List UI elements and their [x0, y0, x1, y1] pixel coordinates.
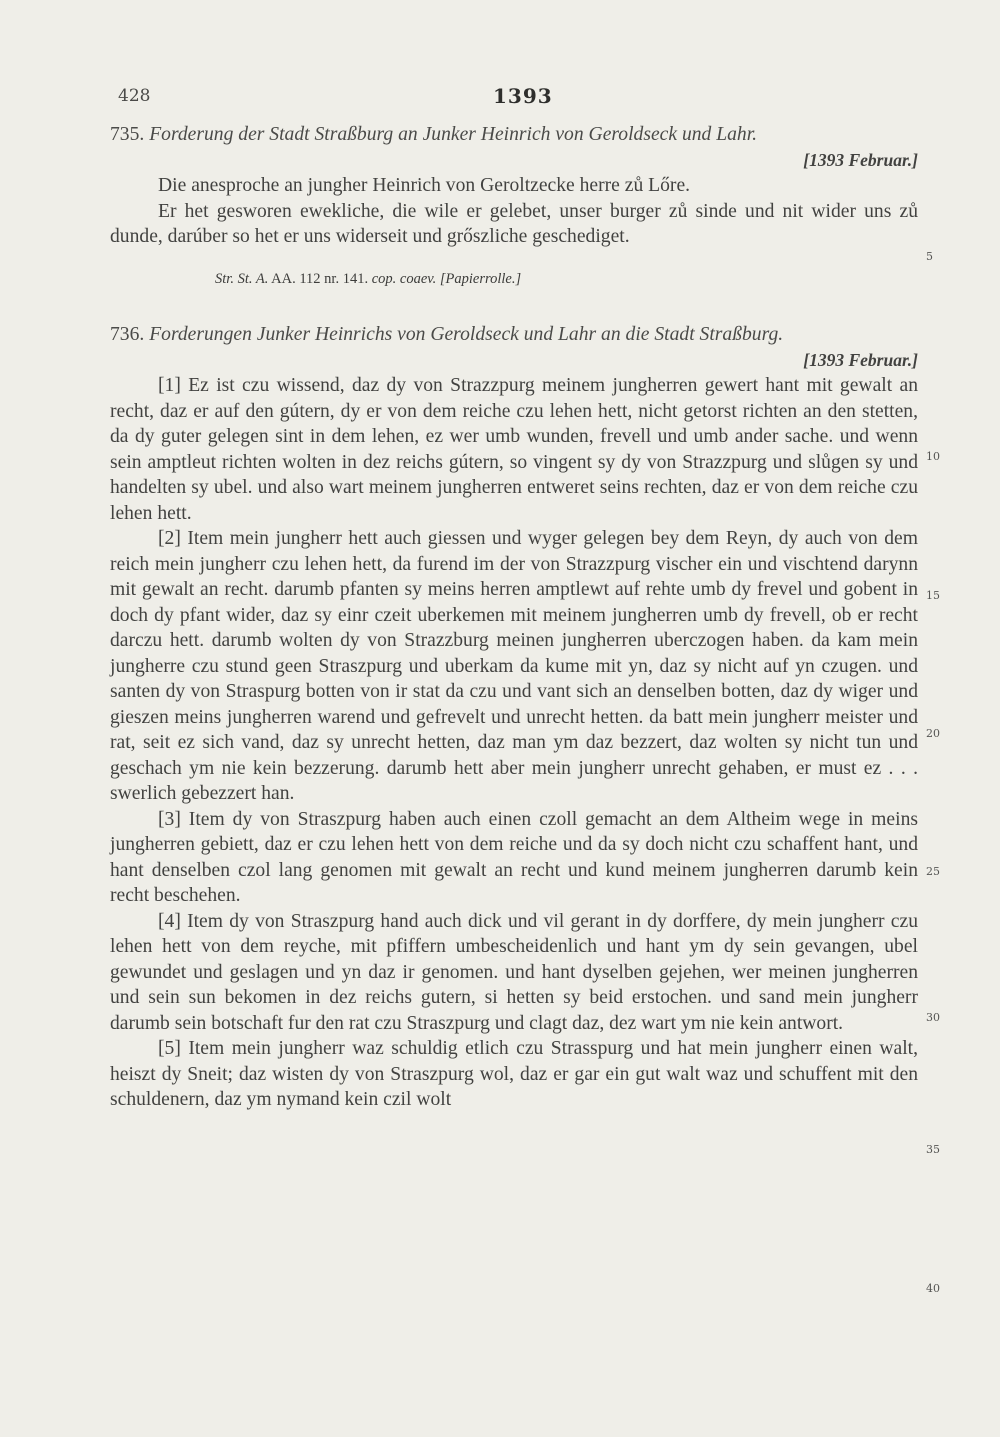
- doc-735-number: 735.: [110, 124, 145, 145]
- doc-736-paragraph-1: [1] Ez ist czu wissend, daz dy von Strazzpurg meinem jungherren gewert hant mit gewalt an recht, daz er auf den gútern, dy er von dem reiche czu lehen hett, nicht getorst richten an den stetten, da dy guter gelegen sint in dem lehen, ez wer umb wunden, frevell und umb ander sache. und wenn sein amptleut richten wolten in dez reichs gútern, so vingent sy dy von Strazzpurg und slůgen sy und handelten sy ubel. und also wart meinem jungherren entweret seins rechten, daz er von dem reiche czu lehen hett.: [110, 375, 918, 524]
- doc-735-source: [110, 267, 918, 293]
- line-number: 30: [926, 1011, 940, 1024]
- line-number: 35: [926, 1143, 940, 1156]
- line-number: 25: [926, 865, 940, 878]
- doc-736-title: Forderungen Junker Heinrichs von Geroldseck und Lahr an die Stadt Straßburg.: [149, 324, 784, 345]
- line-number: 5: [926, 250, 933, 263]
- line-number: 20: [926, 727, 940, 740]
- doc-735-heading: [110, 122, 918, 148]
- doc-736-date: [1393 Februar.]: [803, 349, 918, 370]
- doc-736-paragraph-5: [5] Item mein jungherr waz schuldig etlich czu Strasspurg und hat mein jungherr einen walt, heiszt dy Sneit; daz wisten dy von Straszpurg wol, daz er gar ein gut walt waz und schuffent mit den schuldenern, daz ym nymand kein czil wolt: [110, 1038, 918, 1110]
- source-archive: Str. St. A.: [215, 270, 269, 287]
- main-text: [110, 122, 918, 1113]
- doc-736-heading: [110, 322, 918, 348]
- doc-735-date: [1393 Februar.]: [803, 149, 918, 170]
- doc-735-title: Forderung der Stadt Straßburg an Junker Heinrich von Geroldseck und Lahr.: [149, 124, 758, 145]
- doc-735-paragraph-1: Die anesproche an jungher Heinrich von Geroltzecke herre zů Lőre.: [158, 175, 691, 196]
- doc-736-paragraph-2: [2] Item mein jungherr hett auch giessen und wyger gelegen bey dem Reyn, dy auch von dem reich mein jungherr czu lehen hett, da furend im der von Strazzpurg vischer ein und vischtend darynn mit gewalt an recht. darumb pfanten sy meins herren amptlewt auf rehte umb dy frevel und gobent in doch dy pfant wider, daz sy einr czeit uberkemen mit meinem jungherren umb dy frevell, ob er recht darczu hett. darumb wolten dy von Strazzburg meinen jungherren uberczogen haben. da kam mein jungherre czu stund geen Straszpurg und uberkam da kume mit yn, daz sy nicht auf yn czugen. und santen dy von Straspurg botten von ir stat da czu und vant sich an denselben botten, daz dy wiger und gieszen meins jungherren warend und gefrevelt und unrecht hetten. da batt mein jungherr meister und rat, seit ez sich vand, daz sy unrecht hetten, daz man ym daz bezzert, daz wolten sy nicht tun und geschach ym nie kein bezzerung. darumb hett aber mein jungherr unrecht gehaben, er must ez . . . swerlich gebezzert han.: [110, 528, 918, 804]
- running-year: 1393: [493, 84, 553, 108]
- page-header: [118, 86, 918, 112]
- doc-736-paragraph-4: [4] Item dy von Straszpurg hand auch dick und vil gerant in dy dorffere, dy mein jungherr czu lehen hett von dem reyche, mit pfiffern umbescheidenlich und hant ym dy sein gevangen, ubel gewundet und geslagen und yn daz ir genomen. und hant dyselben gejehen, wer meinen jungherren und sein sun bekomen in dez reichs gutern, si hetten sy beid erstochen. und sand mein jungherr darumb sein botschaft fur den rat czu Straszpurg und clagt daz, dez wart ym nie kein antwort.: [110, 910, 918, 1034]
- source-signature: AA. 112 nr. 141.: [271, 270, 369, 287]
- line-number: 40: [926, 1282, 940, 1295]
- doc-735-paragraph-2: Er het gesworen ewekliche, die wile er gelebet, unser burger zů sinde und nit wider uns zů dunde, darúber so het er uns widerseit und grőszliche geschediget.: [110, 200, 918, 247]
- line-number: 10: [926, 450, 940, 463]
- doc-736-number: 736.: [110, 324, 145, 345]
- page-number: 428: [118, 86, 151, 106]
- source-note: cop. coaev. [Papierrolle.]: [371, 270, 522, 287]
- doc-736-paragraph-3: [3] Item dy von Straszpurg haben auch einen czoll gemacht an dem Altheim wege in meins jungherren gebiett, daz er czu lehen hett von dem reiche und da sy doch nicht czu schaffent hant, und hant denselben czol lang genomen mit gewalt an recht und kund meinem jungherren darumb kein recht beschehen.: [110, 808, 918, 906]
- line-number: 15: [926, 589, 940, 602]
